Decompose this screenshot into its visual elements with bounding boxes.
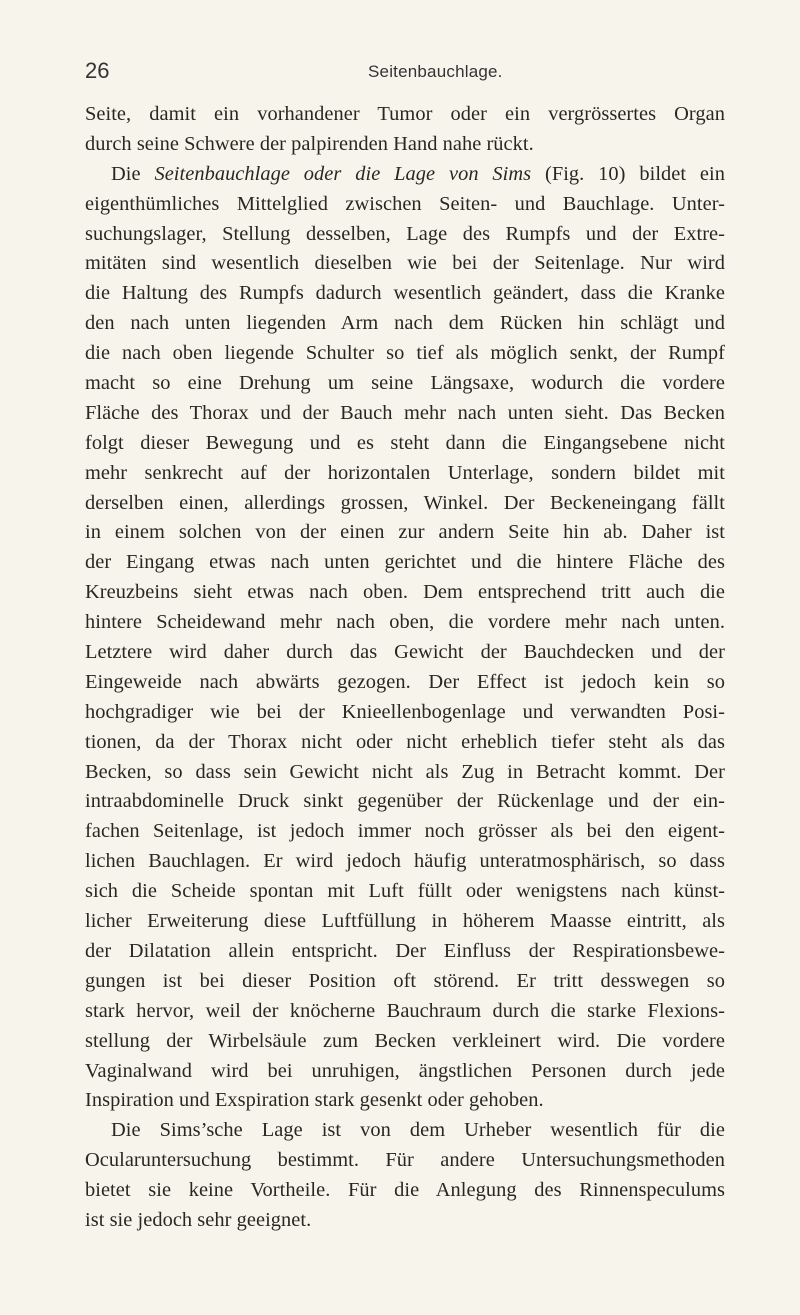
page-header	[85, 58, 725, 92]
text-line: Ocularuntersuchung bestimmt. Für andere Untersuchungsmethoden	[85, 1149, 725, 1172]
page-number: 26	[85, 58, 110, 83]
paragraph-2	[85, 160, 725, 1117]
text-line: sich die Scheide spontan mit Luft füllt oder wenigstens nach künst-	[85, 880, 725, 903]
trailing-text: (Fig. 10) bildet ein	[531, 162, 725, 185]
text-line: der Dilatation allein entspricht. Der Einfluss der Respirationsbewe-	[85, 939, 725, 962]
text-line: die Haltung des Rumpfs dadurch wesentlich geändert, dass die Kranke	[85, 282, 725, 305]
text-line: fachen Seitenlage, ist jedoch immer noch grösser als bei den eigent-	[85, 820, 725, 843]
lead-text: Die	[111, 162, 155, 185]
text-line: folgt dieser Bewegung und es steht dann die Eingangsebene nicht	[85, 431, 725, 454]
text-line: durch seine Schwere der palpirenden Hand nahe rückt.	[85, 132, 534, 155]
text-line: licher Erweiterung diese Luftfüllung in höherem Maasse eintritt, als	[85, 910, 725, 933]
text-line: Die Sims’sche Lage ist von dem Urheber wesentlich für die	[111, 1119, 725, 1142]
italic-term: Seitenbauchlage oder die Lage von Sims	[154, 162, 532, 185]
text-line: intraabdominelle Druck sinkt gegenüber der Rückenlage und der ein-	[85, 790, 725, 813]
text-line: bietet sie keine Vortheile. Für die Anlegung des Rinnenspeculums	[85, 1179, 725, 1202]
text-line: Vaginalwand wird bei unruhigen, ängstlichen Personen durch jede	[85, 1059, 725, 1082]
text-line: Fläche des Thorax und der Bauch mehr nach unten sieht. Das Becken	[85, 401, 725, 424]
text-line: stellung der Wirbelsäule zum Becken verkleinert wird. Die vordere	[85, 1029, 725, 1052]
text-line: stark hervor, weil der knöcherne Bauchraum durch die starke Flexions-	[85, 999, 725, 1022]
text-line: suchungslager, Stellung desselben, Lage des Rumpfs und der Extre-	[85, 222, 725, 245]
text-line: Eingeweide nach abwärts gezogen. Der Effect ist jedoch kein so	[85, 670, 725, 693]
text-line: lichen Bauchlagen. Er wird jedoch häufig unteratmosphärisch, so dass	[85, 850, 725, 873]
paragraph-3	[85, 1116, 725, 1236]
running-title: Seitenbauchlage.	[368, 62, 503, 81]
text-line: Inspiration und Exspiration stark gesenkt oder gehoben.	[85, 1089, 544, 1112]
text-line: hintere Scheidewand mehr nach oben, die vordere mehr nach unten.	[85, 611, 725, 634]
text-line: hochgradiger wie bei der Knieellenbogenlage und verwandten Posi-	[85, 700, 725, 723]
text-line: der Eingang etwas nach unten gerichtet und die hintere Fläche des	[85, 551, 725, 574]
text-line: eigenthümliches Mittelglied zwischen Seiten- und Bauchlage. Unter-	[85, 192, 725, 215]
body-text	[85, 100, 725, 1236]
text-line: macht so eine Drehung um seine Längsaxe, wodurch die vordere	[85, 372, 725, 395]
text-line: ist sie jedoch sehr geeignet.	[85, 1208, 312, 1231]
text-line: gungen ist bei dieser Position oft störend. Er tritt desswegen so	[85, 969, 725, 992]
text-line: Seite, damit ein vorhandener Tumor oder ein vergrössertes Organ	[85, 103, 725, 125]
paragraph-1	[85, 100, 725, 160]
text-line: mehr senkrecht auf der horizontalen Unterlage, sondern bildet mit	[85, 461, 725, 484]
text-line: die nach oben liegende Schulter so tief als möglich senkt, der Rumpf	[85, 342, 725, 365]
text-line: Letztere wird daher durch das Gewicht der Bauchdecken und der	[85, 641, 725, 664]
text-line: derselben einen, allerdings grossen, Winkel. Der Beckeneingang fällt	[85, 491, 725, 514]
text-line: den nach unten liegenden Arm nach dem Rücken hin schlägt und	[85, 312, 725, 335]
text-line: Kreuzbeins sieht etwas nach oben. Dem entsprechend tritt auch die	[85, 581, 725, 604]
text-line: Becken, so dass sein Gewicht nicht als Zug in Betracht kommt. Der	[85, 760, 725, 783]
text-line: tionen, da der Thorax nicht oder nicht erheblich tiefer steht als das	[85, 730, 725, 753]
text-line-with-italic-term	[85, 160, 725, 190]
text-line: in einem solchen von der einen zur andern Seite hin ab. Daher ist	[85, 521, 725, 544]
text-line: mitäten sind wesentlich dieselben wie bei der Seitenlage. Nur wird	[85, 252, 725, 275]
